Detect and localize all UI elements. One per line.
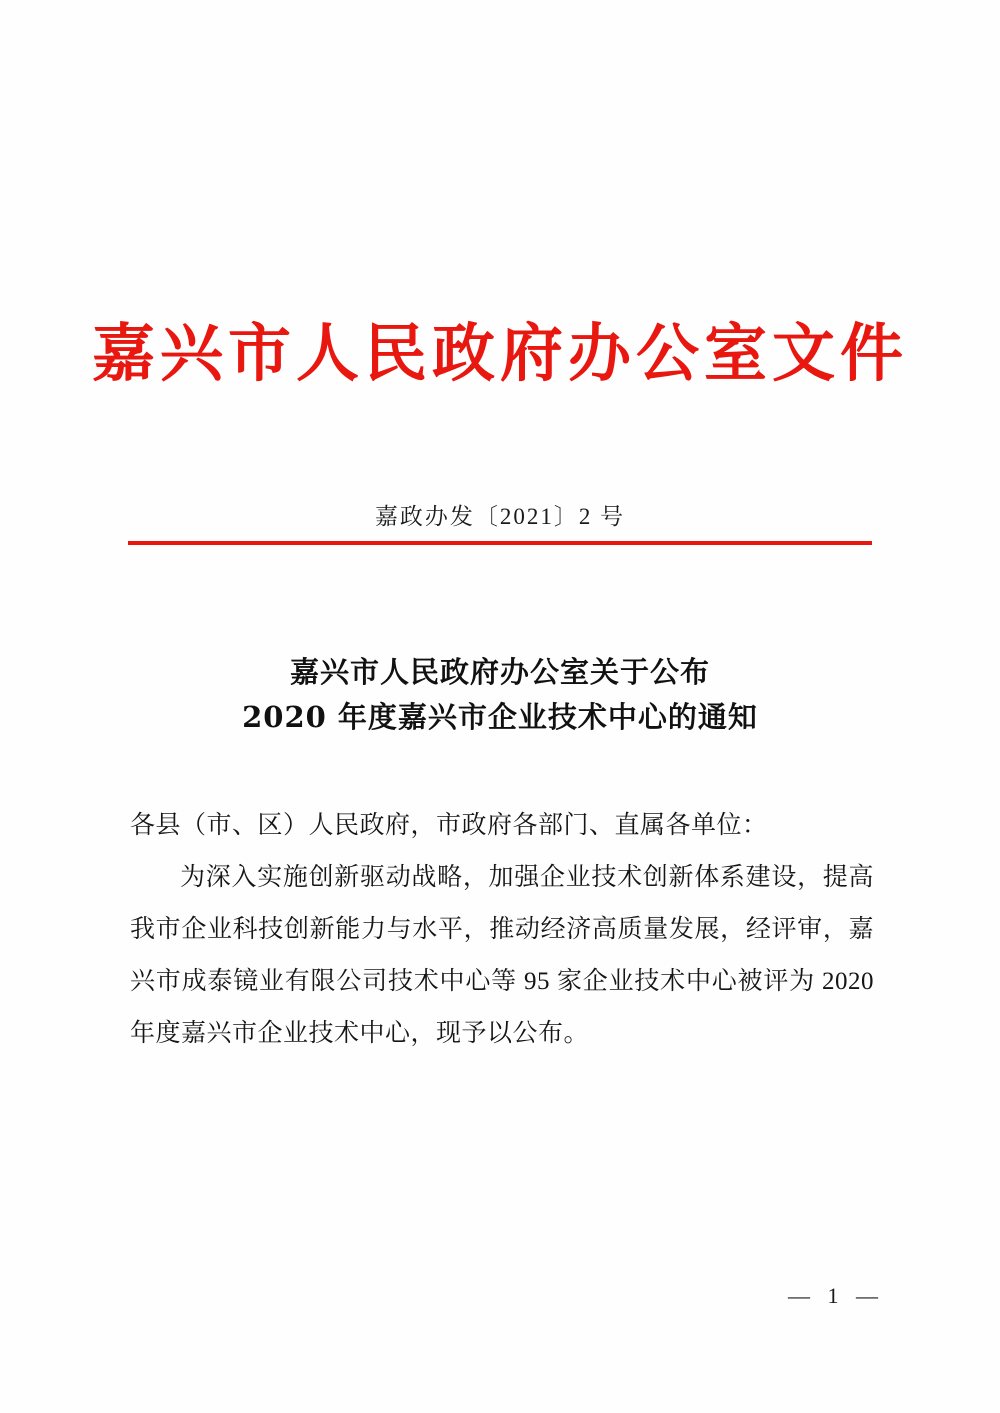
- document-title: [130, 650, 870, 740]
- body-paragraph-1: 为深入实施创新驱动战略，加强企业技术创新体系建设，提高我市企业科技创新能力与水平，推动经济高质量发展，经评审，嘉兴市成泰镜业有限公司技术中心等 95 家企业技术中心被评为 2020 年度嘉兴市企业技术中心，现予以公布。: [130, 864, 874, 1047]
- salutation: 各县（市、区）人民政府，市政府各部门、直属各单位：: [130, 812, 768, 839]
- page-footer-inner: [788, 1283, 882, 1309]
- masthead: [0, 316, 1000, 390]
- document-title-line-1: 嘉兴市人民政府办公室关于公布: [289, 655, 710, 689]
- footer-right-dash: —: [856, 1283, 882, 1308]
- footer-left-dash: —: [788, 1283, 814, 1308]
- masthead-title: 嘉兴市人民政府办公室文件: [92, 316, 908, 390]
- document-body: [130, 800, 874, 1060]
- red-divider-rule: [128, 541, 872, 545]
- footer-page-number: 1: [827, 1283, 843, 1308]
- document-number: 嘉政办发〔2021〕2 号: [374, 504, 626, 529]
- document-title-line-2: 2020 年度嘉兴市企业技术中心的通知: [242, 700, 758, 734]
